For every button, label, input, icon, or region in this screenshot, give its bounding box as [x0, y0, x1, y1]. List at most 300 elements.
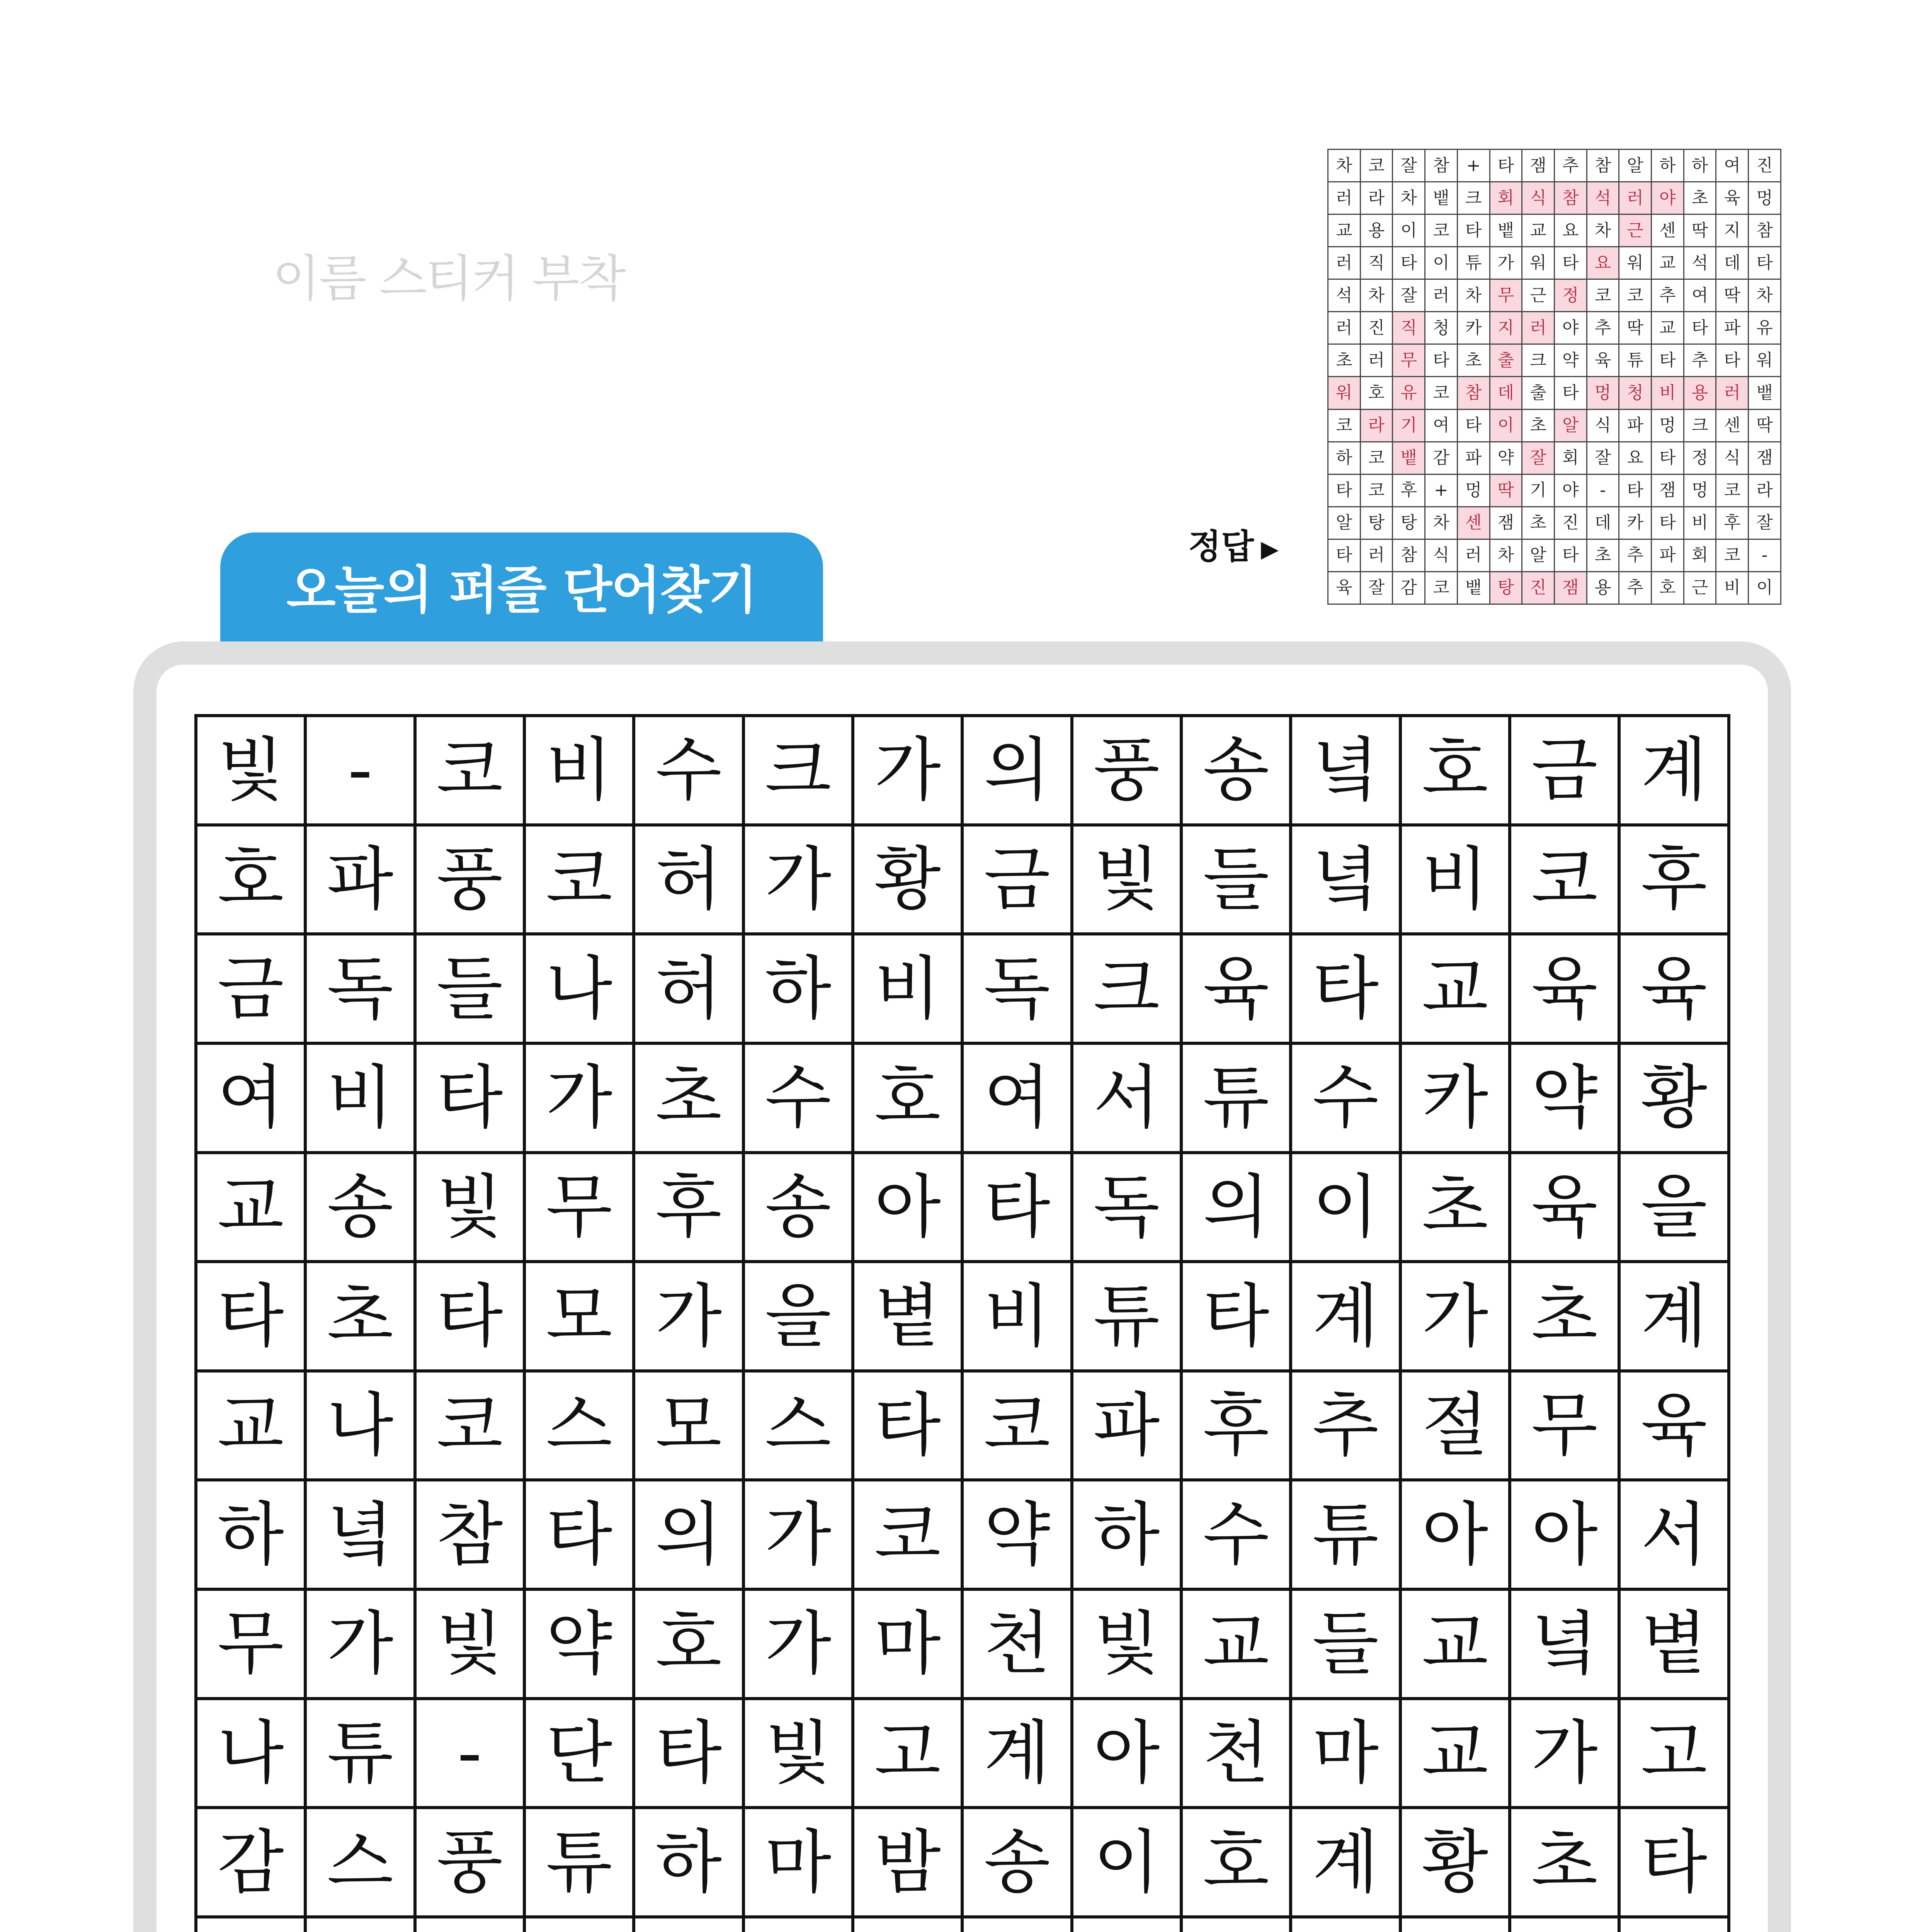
- grid-cell[interactable]: 금: [196, 934, 305, 1043]
- answer-cell[interactable]: 석: [1684, 247, 1716, 279]
- grid-cell[interactable]: 모: [634, 1371, 743, 1480]
- grid-cell[interactable]: [415, 1917, 524, 1932]
- grid-cell[interactable]: 계: [962, 1699, 1072, 1808]
- answer-cell[interactable]: 탕: [1360, 507, 1393, 539]
- answer-cell[interactable]: 타: [1457, 409, 1490, 442]
- grid-cell[interactable]: 크: [1072, 934, 1181, 1043]
- answer-cell[interactable]: 용: [1684, 377, 1716, 409]
- grid-cell[interactable]: 비: [524, 716, 634, 825]
- answer-cell[interactable]: 감: [1425, 442, 1458, 474]
- answer-cell[interactable]: 후: [1716, 507, 1749, 539]
- grid-cell[interactable]: 코: [962, 1371, 1072, 1480]
- answer-cell[interactable]: 하: [1328, 442, 1361, 474]
- grid-cell[interactable]: 약: [524, 1589, 634, 1699]
- grid-cell[interactable]: 빛: [415, 1589, 524, 1699]
- answer-cell[interactable]: 코: [1425, 214, 1458, 247]
- answer-cell[interactable]: 타: [1457, 214, 1490, 247]
- answer-cell[interactable]: 직: [1360, 247, 1393, 279]
- grid-cell[interactable]: 녘: [1291, 716, 1400, 825]
- grid-cell[interactable]: 의: [634, 1480, 743, 1589]
- answer-cell[interactable]: 식: [1425, 539, 1458, 571]
- answer-cell[interactable]: 근: [1684, 571, 1716, 604]
- grid-cell[interactable]: 참: [415, 1480, 524, 1589]
- answer-cell[interactable]: 알: [1554, 409, 1587, 442]
- answer-cell[interactable]: 교: [1522, 214, 1555, 247]
- answer-cell[interactable]: 러: [1619, 182, 1652, 214]
- answer-cell[interactable]: 회: [1490, 182, 1522, 214]
- answer-cell[interactable]: 차: [1749, 279, 1781, 312]
- grid-cell[interactable]: 스: [743, 1371, 853, 1480]
- grid-cell[interactable]: 여: [962, 1043, 1072, 1153]
- grid-cell[interactable]: 후: [1619, 825, 1729, 934]
- grid-cell[interactable]: 황: [1619, 1043, 1729, 1153]
- answer-cell[interactable]: 워: [1749, 344, 1781, 377]
- answer-cell[interactable]: 라: [1749, 474, 1781, 507]
- answer-cell[interactable]: 초: [1684, 182, 1716, 214]
- answer-cell[interactable]: 데: [1587, 507, 1619, 539]
- answer-cell[interactable]: 타: [1684, 312, 1716, 344]
- answer-cell[interactable]: 참: [1393, 539, 1425, 571]
- grid-cell[interactable]: 볕: [853, 1262, 962, 1371]
- answer-cell[interactable]: 딱: [1749, 409, 1781, 442]
- answer-cell[interactable]: 차: [1328, 150, 1361, 182]
- answer-cell[interactable]: 호: [1360, 377, 1393, 409]
- answer-cell[interactable]: 데: [1716, 247, 1749, 279]
- grid-cell[interactable]: [1510, 1917, 1619, 1932]
- grid-cell[interactable]: 타: [1181, 1262, 1291, 1371]
- grid-cell[interactable]: 약: [1510, 1043, 1619, 1153]
- answer-cell[interactable]: 식: [1522, 182, 1555, 214]
- grid-cell[interactable]: -: [415, 1699, 524, 1808]
- grid-cell[interactable]: 초: [634, 1043, 743, 1153]
- answer-cell[interactable]: 이: [1749, 571, 1781, 604]
- grid-cell[interactable]: 가: [634, 1262, 743, 1371]
- answer-cell[interactable]: 참: [1425, 150, 1458, 182]
- answer-cell[interactable]: 진: [1749, 150, 1781, 182]
- answer-cell[interactable]: 무: [1490, 279, 1522, 312]
- grid-cell[interactable]: [853, 1917, 962, 1932]
- grid-cell[interactable]: 나: [524, 934, 634, 1043]
- grid-cell[interactable]: 타: [1291, 934, 1400, 1043]
- answer-cell[interactable]: 석: [1587, 182, 1619, 214]
- answer-cell[interactable]: 러: [1360, 539, 1393, 571]
- grid-cell[interactable]: 빛: [1072, 1589, 1181, 1699]
- grid-cell[interactable]: 튜: [1181, 1043, 1291, 1153]
- answer-cell[interactable]: 코: [1619, 279, 1652, 312]
- answer-cell[interactable]: 파: [1652, 539, 1684, 571]
- grid-cell[interactable]: 추: [1291, 1371, 1400, 1480]
- answer-cell[interactable]: 정: [1684, 442, 1716, 474]
- answer-cell[interactable]: 타: [1652, 507, 1684, 539]
- answer-cell[interactable]: 멍: [1749, 182, 1781, 214]
- answer-cell[interactable]: 크: [1522, 344, 1555, 377]
- answer-cell[interactable]: 감: [1393, 571, 1425, 604]
- answer-cell[interactable]: 회: [1684, 539, 1716, 571]
- grid-cell[interactable]: 비: [1400, 825, 1510, 934]
- grid-cell[interactable]: 후: [1181, 1371, 1291, 1480]
- grid-cell[interactable]: 수: [1291, 1043, 1400, 1153]
- answer-cell[interactable]: 센: [1652, 214, 1684, 247]
- answer-cell[interactable]: 지: [1490, 312, 1522, 344]
- grid-cell[interactable]: 비: [305, 1043, 415, 1153]
- grid-cell[interactable]: 을: [743, 1262, 853, 1371]
- answer-cell[interactable]: +: [1425, 474, 1458, 507]
- grid-cell[interactable]: 밤: [853, 1808, 962, 1917]
- grid-cell[interactable]: 마: [853, 1589, 962, 1699]
- answer-cell[interactable]: 초: [1587, 539, 1619, 571]
- answer-cell[interactable]: 여: [1684, 279, 1716, 312]
- answer-cell[interactable]: 타: [1652, 344, 1684, 377]
- answer-cell[interactable]: 잼: [1749, 442, 1781, 474]
- answer-cell[interactable]: 추: [1554, 150, 1587, 182]
- answer-cell[interactable]: 코: [1425, 377, 1458, 409]
- grid-cell[interactable]: 타: [415, 1262, 524, 1371]
- answer-cell[interactable]: 탕: [1393, 507, 1425, 539]
- answer-cell[interactable]: 카: [1457, 312, 1490, 344]
- grid-cell[interactable]: 타: [634, 1699, 743, 1808]
- grid-cell[interactable]: 녘: [305, 1480, 415, 1589]
- grid-cell[interactable]: 스: [524, 1371, 634, 1480]
- grid-cell[interactable]: 가: [853, 716, 962, 825]
- answer-cell[interactable]: 석: [1328, 279, 1361, 312]
- answer-cell[interactable]: 근: [1522, 279, 1555, 312]
- answer-cell[interactable]: 차: [1587, 214, 1619, 247]
- answer-cell[interactable]: 정: [1554, 279, 1587, 312]
- answer-cell[interactable]: 딱: [1684, 214, 1716, 247]
- answer-cell[interactable]: 잘: [1393, 150, 1425, 182]
- answer-cell[interactable]: 러: [1716, 377, 1749, 409]
- grid-cell[interactable]: 튜: [1291, 1480, 1400, 1589]
- answer-cell[interactable]: 근: [1619, 214, 1652, 247]
- answer-cell[interactable]: 추: [1652, 279, 1684, 312]
- grid-cell[interactable]: 볕: [1619, 1589, 1729, 1699]
- grid-cell[interactable]: 독: [1072, 1153, 1181, 1262]
- grid-cell[interactable]: 아: [1400, 1480, 1510, 1589]
- grid-cell[interactable]: 타: [1619, 1808, 1729, 1917]
- grid-cell[interactable]: 황: [853, 825, 962, 934]
- grid-cell[interactable]: 비: [853, 934, 962, 1043]
- answer-cell[interactable]: 약: [1490, 442, 1522, 474]
- answer-cell[interactable]: 이: [1425, 247, 1458, 279]
- grid-cell[interactable]: 코: [524, 825, 634, 934]
- answer-cell[interactable]: 잼: [1522, 150, 1555, 182]
- answer-cell[interactable]: 크: [1684, 409, 1716, 442]
- grid-cell[interactable]: 황: [1400, 1808, 1510, 1917]
- answer-cell[interactable]: 튜: [1457, 247, 1490, 279]
- grid-cell[interactable]: 교: [1181, 1589, 1291, 1699]
- answer-cell[interactable]: 타: [1554, 247, 1587, 279]
- grid-cell[interactable]: 수: [634, 716, 743, 825]
- answer-cell[interactable]: 멍: [1457, 474, 1490, 507]
- grid-cell[interactable]: [196, 1917, 305, 1932]
- answer-cell[interactable]: 타: [1749, 247, 1781, 279]
- grid-cell[interactable]: 무: [196, 1589, 305, 1699]
- grid-cell[interactable]: 카: [1400, 1043, 1510, 1153]
- grid-cell[interactable]: 비: [962, 1262, 1072, 1371]
- answer-cell[interactable]: -: [1587, 474, 1619, 507]
- answer-cell[interactable]: 코: [1360, 474, 1393, 507]
- grid-cell[interactable]: 초: [1510, 1262, 1619, 1371]
- grid-cell[interactable]: 들: [415, 934, 524, 1043]
- grid-cell[interactable]: 호: [634, 1589, 743, 1699]
- answer-cell[interactable]: 여: [1716, 150, 1749, 182]
- answer-cell[interactable]: 잼: [1652, 474, 1684, 507]
- answer-cell[interactable]: 용: [1360, 214, 1393, 247]
- answer-cell[interactable]: 코: [1328, 409, 1361, 442]
- grid-cell[interactable]: 후: [634, 1153, 743, 1262]
- grid-cell[interactable]: 모: [524, 1262, 634, 1371]
- answer-cell[interactable]: 딱: [1716, 279, 1749, 312]
- grid-cell[interactable]: 가: [524, 1043, 634, 1153]
- grid-cell[interactable]: 풍: [1072, 716, 1181, 825]
- answer-cell[interactable]: 타: [1328, 474, 1361, 507]
- answer-cell[interactable]: 크: [1457, 182, 1490, 214]
- answer-cell[interactable]: 뱉: [1425, 182, 1458, 214]
- answer-cell[interactable]: 참: [1749, 214, 1781, 247]
- grid-cell[interactable]: 약: [962, 1480, 1072, 1589]
- answer-cell[interactable]: 무: [1393, 344, 1425, 377]
- answer-cell[interactable]: 약: [1554, 344, 1587, 377]
- answer-cell[interactable]: 요: [1554, 214, 1587, 247]
- answer-cell[interactable]: 육: [1328, 571, 1361, 604]
- answer-cell[interactable]: 파: [1619, 409, 1652, 442]
- grid-cell[interactable]: 계: [1291, 1262, 1400, 1371]
- answer-cell[interactable]: 타: [1619, 474, 1652, 507]
- answer-cell[interactable]: 차: [1393, 182, 1425, 214]
- answer-cell[interactable]: 타: [1554, 377, 1587, 409]
- grid-cell[interactable]: 가: [1400, 1262, 1510, 1371]
- grid-cell[interactable]: [962, 1917, 1072, 1932]
- answer-cell[interactable]: 멍: [1587, 377, 1619, 409]
- answer-cell[interactable]: 추: [1587, 312, 1619, 344]
- grid-cell[interactable]: 무: [524, 1153, 634, 1262]
- grid-cell[interactable]: 가: [743, 1589, 853, 1699]
- grid-cell[interactable]: 코: [415, 1371, 524, 1480]
- answer-cell[interactable]: 비: [1716, 571, 1749, 604]
- grid-cell[interactable]: 빛: [743, 1699, 853, 1808]
- answer-cell[interactable]: 타: [1425, 344, 1458, 377]
- answer-cell[interactable]: 딱: [1619, 312, 1652, 344]
- grid-cell[interactable]: 의: [962, 716, 1072, 825]
- grid-cell[interactable]: 코: [1510, 825, 1619, 934]
- answer-cell[interactable]: 차: [1490, 539, 1522, 571]
- answer-cell[interactable]: 뱉: [1393, 442, 1425, 474]
- grid-cell[interactable]: 서: [1619, 1480, 1729, 1589]
- grid-cell[interactable]: 허: [634, 934, 743, 1043]
- answer-cell[interactable]: 출: [1490, 344, 1522, 377]
- answer-cell[interactable]: 러: [1360, 344, 1393, 377]
- grid-cell[interactable]: 육: [1619, 934, 1729, 1043]
- answer-cell[interactable]: 유: [1749, 312, 1781, 344]
- answer-cell[interactable]: 워: [1328, 377, 1361, 409]
- answer-cell[interactable]: 식: [1716, 442, 1749, 474]
- answer-cell[interactable]: 후: [1393, 474, 1425, 507]
- grid-cell[interactable]: 교: [196, 1371, 305, 1480]
- answer-cell[interactable]: 진: [1522, 571, 1555, 604]
- grid-cell[interactable]: 타: [524, 1480, 634, 1589]
- answer-cell[interactable]: 야: [1652, 182, 1684, 214]
- answer-cell[interactable]: 진: [1360, 312, 1393, 344]
- answer-cell[interactable]: 잼: [1554, 571, 1587, 604]
- answer-cell[interactable]: 청: [1425, 312, 1458, 344]
- grid-cell[interactable]: 타: [196, 1262, 305, 1371]
- grid-cell[interactable]: 튜: [305, 1699, 415, 1808]
- answer-cell[interactable]: 호: [1652, 571, 1684, 604]
- answer-cell[interactable]: 알: [1328, 507, 1361, 539]
- answer-cell[interactable]: 유: [1393, 377, 1425, 409]
- answer-cell[interactable]: 센: [1457, 507, 1490, 539]
- answer-cell[interactable]: 러: [1328, 247, 1361, 279]
- answer-cell[interactable]: 야: [1554, 474, 1587, 507]
- grid-cell[interactable]: 금: [1510, 716, 1619, 825]
- grid-cell[interactable]: [634, 1917, 743, 1932]
- answer-cell[interactable]: 기: [1393, 409, 1425, 442]
- grid-cell[interactable]: 육: [1181, 934, 1291, 1043]
- grid-cell[interactable]: 하: [634, 1808, 743, 1917]
- answer-cell[interactable]: 이: [1393, 214, 1425, 247]
- grid-cell[interactable]: 초: [1400, 1153, 1510, 1262]
- answer-cell[interactable]: 이: [1490, 409, 1522, 442]
- grid-cell[interactable]: 가: [743, 825, 853, 934]
- grid-cell[interactable]: [524, 1917, 634, 1932]
- grid-cell[interactable]: 여: [196, 1043, 305, 1153]
- answer-cell[interactable]: 참: [1587, 150, 1619, 182]
- answer-cell[interactable]: 잘: [1522, 442, 1555, 474]
- answer-cell[interactable]: 멍: [1684, 474, 1716, 507]
- answer-cell[interactable]: 알: [1522, 539, 1555, 571]
- grid-cell[interactable]: [1619, 1917, 1729, 1932]
- grid-cell[interactable]: 이: [1291, 1153, 1400, 1262]
- answer-cell[interactable]: 탕: [1490, 571, 1522, 604]
- answer-cell[interactable]: 타: [1490, 150, 1522, 182]
- grid-cell[interactable]: 무: [1510, 1371, 1619, 1480]
- grid-cell[interactable]: 수: [743, 1043, 853, 1153]
- grid-cell[interactable]: 계: [1619, 1262, 1729, 1371]
- grid-cell[interactable]: 가: [1510, 1699, 1619, 1808]
- answer-cell[interactable]: 타: [1393, 247, 1425, 279]
- grid-cell[interactable]: 타: [853, 1371, 962, 1480]
- answer-cell[interactable]: 가: [1490, 247, 1522, 279]
- grid-cell[interactable]: 나: [196, 1699, 305, 1808]
- grid-cell[interactable]: 서: [1072, 1043, 1181, 1153]
- grid-cell[interactable]: 독: [305, 934, 415, 1043]
- answer-cell[interactable]: 초: [1522, 409, 1555, 442]
- grid-cell[interactable]: 고: [1619, 1699, 1729, 1808]
- grid-cell[interactable]: 육: [1619, 1371, 1729, 1480]
- grid-cell[interactable]: 튜: [524, 1808, 634, 1917]
- answer-cell[interactable]: 하: [1652, 150, 1684, 182]
- grid-cell[interactable]: 코: [853, 1480, 962, 1589]
- answer-cell[interactable]: 잼: [1490, 507, 1522, 539]
- grid-cell[interactable]: [1181, 1917, 1291, 1932]
- grid-cell[interactable]: 빛: [415, 1153, 524, 1262]
- grid-cell[interactable]: 육: [1510, 934, 1619, 1043]
- answer-cell[interactable]: 차: [1360, 279, 1393, 312]
- answer-cell[interactable]: +: [1457, 150, 1490, 182]
- grid-cell[interactable]: [1072, 1917, 1181, 1932]
- answer-cell[interactable]: 여: [1425, 409, 1458, 442]
- grid-cell[interactable]: 스: [305, 1808, 415, 1917]
- answer-cell[interactable]: 코: [1716, 539, 1749, 571]
- answer-cell[interactable]: 요: [1587, 247, 1619, 279]
- answer-cell[interactable]: 코: [1587, 279, 1619, 312]
- answer-cell[interactable]: 타: [1652, 442, 1684, 474]
- answer-cell[interactable]: 타: [1328, 539, 1361, 571]
- answer-cell[interactable]: 라: [1360, 182, 1393, 214]
- answer-cell[interactable]: 교: [1652, 247, 1684, 279]
- answer-cell[interactable]: 요: [1619, 442, 1652, 474]
- grid-cell[interactable]: 금: [962, 825, 1072, 934]
- grid-cell[interactable]: 초: [1510, 1808, 1619, 1917]
- grid-cell[interactable]: 아: [1072, 1699, 1181, 1808]
- grid-cell[interactable]: -: [305, 716, 415, 825]
- grid-cell[interactable]: 들: [1291, 1589, 1400, 1699]
- answer-cell[interactable]: 출: [1522, 377, 1555, 409]
- grid-cell[interactable]: 계: [1619, 716, 1729, 825]
- answer-cell[interactable]: 하: [1684, 150, 1716, 182]
- grid-cell[interactable]: 빛: [196, 716, 305, 825]
- grid-cell[interactable]: 크: [743, 716, 853, 825]
- grid-cell[interactable]: 가: [743, 1480, 853, 1589]
- grid-cell[interactable]: 허: [634, 825, 743, 934]
- answer-cell[interactable]: 알: [1619, 150, 1652, 182]
- grid-cell[interactable]: 마: [1291, 1699, 1400, 1808]
- answer-cell[interactable]: 추: [1619, 571, 1652, 604]
- answer-cell[interactable]: 뱉: [1490, 214, 1522, 247]
- answer-cell[interactable]: 청: [1619, 377, 1652, 409]
- answer-cell[interactable]: 참: [1554, 182, 1587, 214]
- answer-cell[interactable]: 잘: [1749, 507, 1781, 539]
- grid-cell[interactable]: 아: [1510, 1480, 1619, 1589]
- grid-cell[interactable]: 의: [1181, 1153, 1291, 1262]
- answer-cell[interactable]: 비: [1684, 507, 1716, 539]
- grid-cell[interactable]: [743, 1917, 853, 1932]
- answer-cell[interactable]: 잘: [1587, 442, 1619, 474]
- answer-cell[interactable]: -: [1749, 539, 1781, 571]
- answer-cell[interactable]: 추: [1684, 344, 1716, 377]
- answer-cell[interactable]: 지: [1716, 214, 1749, 247]
- answer-cell[interactable]: 러: [1328, 182, 1361, 214]
- answer-cell[interactable]: 직: [1393, 312, 1425, 344]
- grid-cell[interactable]: 송: [743, 1153, 853, 1262]
- answer-cell[interactable]: 육: [1716, 182, 1749, 214]
- answer-cell[interactable]: 코: [1360, 442, 1393, 474]
- answer-cell[interactable]: 육: [1587, 344, 1619, 377]
- answer-cell[interactable]: 비: [1652, 377, 1684, 409]
- grid-cell[interactable]: 호: [196, 825, 305, 934]
- grid-cell[interactable]: 녘: [1291, 825, 1400, 934]
- grid-cell[interactable]: 이: [1072, 1808, 1181, 1917]
- answer-cell[interactable]: 코: [1425, 571, 1458, 604]
- answer-cell[interactable]: 데: [1490, 377, 1522, 409]
- answer-cell[interactable]: 잘: [1360, 571, 1393, 604]
- grid-cell[interactable]: 타: [415, 1043, 524, 1153]
- grid-cell[interactable]: 감: [196, 1808, 305, 1917]
- answer-cell[interactable]: 워: [1522, 247, 1555, 279]
- grid-cell[interactable]: 하: [1072, 1480, 1181, 1589]
- grid-cell[interactable]: 천: [1181, 1699, 1291, 1808]
- grid-cell[interactable]: 송: [1181, 716, 1291, 825]
- grid-cell[interactable]: [1291, 1917, 1400, 1932]
- grid-cell[interactable]: 호: [853, 1043, 962, 1153]
- answer-cell[interactable]: 뱉: [1749, 377, 1781, 409]
- grid-cell[interactable]: 계: [1291, 1808, 1400, 1917]
- grid-cell[interactable]: 천: [962, 1589, 1072, 1699]
- grid-cell[interactable]: 빛: [1072, 825, 1181, 934]
- grid-cell[interactable]: [305, 1917, 415, 1932]
- answer-cell[interactable]: 타: [1716, 344, 1749, 377]
- answer-cell[interactable]: 참: [1457, 377, 1490, 409]
